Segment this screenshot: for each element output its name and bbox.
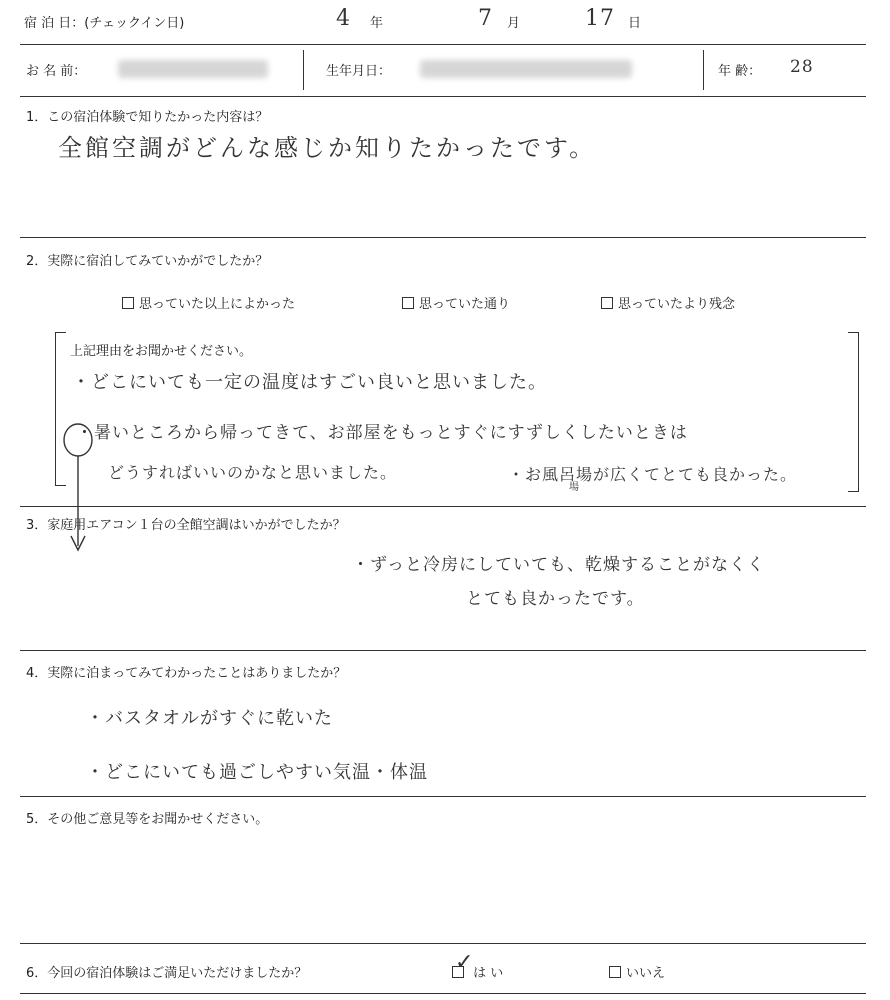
q6-question: 6．今回の宿泊体験はご満足いただけましたか？ (26, 966, 308, 981)
month-unit: 月 (507, 16, 521, 31)
reason-bracket-right (848, 332, 859, 492)
q3-answer-line1: ・ずっと冷房にしていても、乾燥することがなくく (352, 555, 765, 575)
q5-divider (20, 943, 866, 944)
birth-label: 生年月日： (326, 64, 392, 79)
q2-annotation-small: 場 (569, 482, 580, 493)
q5-question: 5．その他ご意見等をお聞かせください。 (26, 812, 269, 827)
q2-option-as-expected[interactable] (402, 293, 510, 312)
header-divider (20, 44, 866, 45)
checkbox-empty-icon[interactable] (402, 297, 414, 309)
q2-answer-line2: ・暑いところから帰ってきて、お部屋をもっとすぐにすずしくしたいときは (76, 423, 688, 443)
q4-answer-line1: ・バスタオルがすぐに乾いた (86, 708, 333, 729)
q1-divider (20, 237, 866, 238)
day-value: 17 (585, 6, 615, 31)
stay-date-label: 宿 泊 日：(チェックイン日) (24, 16, 185, 31)
name-redacted (118, 60, 268, 78)
q2-option-better-label: 思っていた以上によかった (139, 297, 296, 312)
checkbox-empty-icon[interactable] (122, 297, 134, 309)
name-divider (303, 50, 304, 90)
q2-option-as-expected-label: 思っていた通り (419, 297, 511, 312)
q4-answer-line2: ・どこにいても過ごしやすい気温・体温 (86, 762, 428, 783)
q2-answer-line1: ・どこにいても一定の温度はすごい良いと思いました。 (72, 372, 547, 393)
q2-option-better[interactable] (122, 293, 295, 312)
q2-answer-line3: どうすればいいのかなと思いました。 (108, 463, 398, 482)
reason-label: 上記理由をお聞かせください。 (70, 344, 253, 359)
q3-question: 3．家庭用エアコン１台の全館空調はいかがでしたか？ (26, 518, 346, 533)
q6-divider (20, 993, 866, 994)
q4-divider (20, 796, 866, 797)
year-unit: 年 (370, 16, 384, 31)
day-unit: 日 (628, 16, 642, 31)
age-label: 年 齢： (718, 64, 762, 79)
q3-answer-line2: とても良かったです。 (466, 589, 645, 609)
name-label: お 名 前： (26, 64, 87, 79)
month-value: 7 (478, 6, 493, 31)
age-value: 28 (790, 57, 814, 77)
checkbox-empty-icon[interactable] (601, 297, 613, 309)
q6-option-no[interactable] (609, 962, 665, 981)
q2-option-disappointing[interactable] (601, 293, 735, 312)
q2-option-disappointing-label: 思っていたより残念 (618, 297, 736, 312)
q1-answer: 全館空調がどんな感じか知りたかったです。 (58, 134, 597, 162)
q2-answer-line4: ・お風呂場が広くてとても良かった。 (508, 465, 798, 484)
checkmark-icon: ✓ (455, 950, 475, 975)
q1-question: 1．この宿泊体験で知りたかった内容は？ (26, 110, 269, 125)
name-row-divider (20, 96, 866, 97)
birthdate-redacted (420, 60, 632, 78)
q2-question: 2．実際に宿泊してみていかがでしたか？ (26, 254, 269, 269)
q2-divider (20, 506, 866, 507)
year-value: 4 (336, 6, 351, 31)
birth-divider (703, 50, 704, 90)
checkbox-empty-icon[interactable] (609, 966, 621, 978)
q3-divider (20, 650, 866, 651)
q6-yes-label: は い (473, 966, 504, 981)
q6-no-label: いいえ (626, 966, 666, 981)
q4-question: 4．実際に泊まってみてわかったことはありましたか？ (26, 666, 347, 681)
